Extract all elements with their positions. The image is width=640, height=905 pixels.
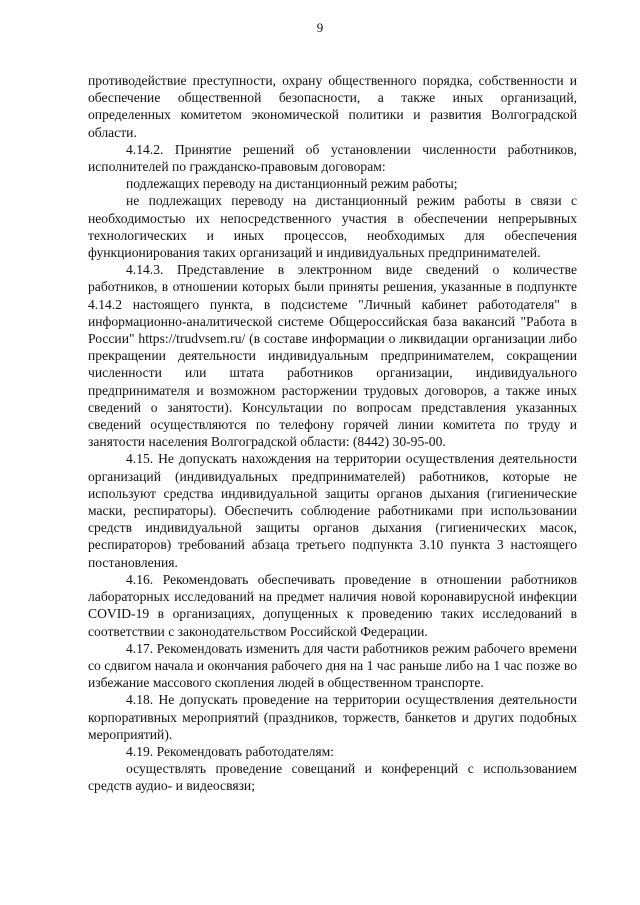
paragraph-4-17: 4.17. Рекомендовать изменить для части работников режим рабочего времени со сдвигом начала и окончания рабочего дня на 1 час раньше либо на 1 час позже во избежание массового скопления людей в общественном транспорте. [88,640,577,691]
paragraph-meetings-item: осуществлять проведение совещаний и конференций с использованием средств аудио- и видеосвязи; [88,761,577,794]
paragraph-non-remote-work-item: не подлежащих переводу на дистанционный режим работы в связи с необходимостью их непосредственного участия в обеспечении непрерывных технологических и иных процессов, необходимых для обеспечения функционирования таких организаций и индивидуальных предпринимателей. [88,193,577,261]
document-body [88,72,577,795]
paragraph-remote-work-item: подлежащих переводу на дистанционный режим работы; [126,176,458,192]
paragraph-4-14-3: 4.14.3. Представление в электронном виде сведений о количестве работников, в отношении которых были приняты решения, указанные в подпункте 4.14.2 настоящего пункта, в подсистеме "Личный кабинет работодателя" в информационно-аналитической системе Общероссийская база вакансий "Работа в России" https://trudvsem.ru/ (в составе информации о ликвидации организации либо прекращении деятельности индивидуальным предпринимателем, сокращении численности или штата работников организации, индивидуального предпринимателя и возможном расторжении трудовых договоров, а также иных сведений о занятости). Консультации по вопросам представления указанных сведений осуществляются по телефону горячей линии комитета по труду и занятости населения Волгоградской области: (8442) 30-95-00. [88,262,577,450]
paragraph-4-18: 4.18. Не допускать проведение на территории осуществления деятельности корпоративных мероприятий (праздников, торжеств, банкетов и других подобных мероприятий). [88,692,577,742]
paragraph-4-16: 4.16. Рекомендовать обеспечивать проведение в отношении работников лабораторных исследований на предмет наличия новой коронавирусной инфекции COVID-19 в организациях, допущенных к проведению таких исследований в соответствии с законодательством Российской Федерации. [88,571,577,639]
paragraph-continuation: противодействие преступности, охрану общественного порядка, собственности и обеспечение общественной безопасности, а также иных организаций, определенных комитетом экономической политики и развития Волгоградской области. [88,73,577,140]
paragraph-4-19: 4.19. Рекомендовать работодателям: [126,743,335,759]
page-number: 9 [316,20,324,35]
paragraph-4-14-2: 4.14.2. Принятие решений об установлении численности работников, исполнителей по гражданско-правовым договорам: [88,141,577,175]
paragraph-4-15: 4.15. Не допускать нахождения на территории осуществления деятельности организаций (индивидуальных предпринимателей) работников, которые не используют средства индивидуальной защиты органов дыхания (гигиенические маски, респираторы). Обеспечить соблюдение работниками при использовании средств индивидуальной защиты органов дыхания (гигиенических масок, респираторов) требований абзаца третьего подпункта 3.10 пункта 3 настоящего постановления. [88,451,577,570]
